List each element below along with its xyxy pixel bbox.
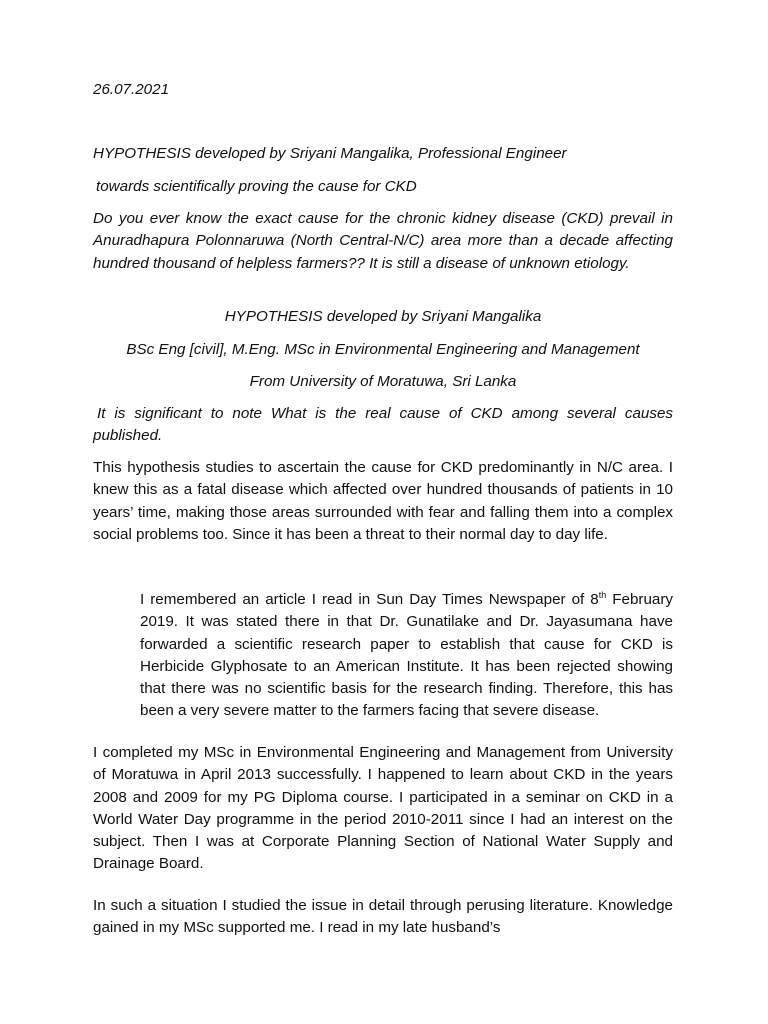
author-university: From University of Moratuwa, Sri Lanka [249,373,517,390]
document-date: 26.07.2021 [93,81,170,98]
study-paragraph: In such a situation I studied the issue in detail through perusing literature. Knowledge gained in my MSc supported me. I read in my late husband’s [93,897,673,937]
ordinal-suffix: th [598,590,607,600]
quote-text-rest: February 2019. It was stated there in that Dr. Gunatilake and Dr. Jayasumana have forwarded a scientific research paper to establish that cause for CKD is Herbicide Glyphosate to an American Institute. It has been rejected showing that there was no scientific basis for the research finding. Therefore, this has been a very severe matter to the farmers facing that severe disease. [140,591,673,720]
document-title-line-1: HYPOTHESIS developed by Sriyani Mangalika, Professional Engineer [93,145,567,162]
quote-text-start: I remembered an article I read in Sun Day Times Newspaper of 8 [140,591,599,608]
document-title-line-2: towards scientifically proving the cause for CKD [96,178,417,195]
msc-paragraph: I completed my MSc in Environmental Engineering and Management from University of Moratuwa in April 2013 successfully. I happened to learn about CKD in the years 2008 and 2009 for my PG Diploma course. I participated in a seminar on CKD in a World Water Day programme in the period 2010-2011 since I had an interest on the subject. Then I was at Corporate Planning Section of National Water Supply and Drainage Board. [93,744,673,873]
author-degrees: BSc Eng [civil], M.Eng. MSc in Environmental Engineering and Management [126,341,640,358]
intro-paragraph: This hypothesis studies to ascertain the cause for CKD predominantly in N/C area. I knew this as a fatal disease which affected over hundred thousands of patients in 10 years’ time, making those areas surrounded with fear and falling them into a complex social problems too. Since it has been a threat to their normal day to day life. [93,459,673,543]
quote-paragraph [140,589,673,723]
author-heading: HYPOTHESIS developed by Sriyani Mangalika [224,308,542,325]
question-paragraph: Do you ever know the exact cause for the chronic kidney disease (CKD) prevail in Anuradhapura Polonnaruwa (North Central-N/C) area more than a decade affecting hundred thousand of helpless farmers?? It is still a disease of unknown etiology. [93,210,673,272]
significance-paragraph: It is significant to note What is the real cause of CKD among several causes published. [93,405,673,445]
